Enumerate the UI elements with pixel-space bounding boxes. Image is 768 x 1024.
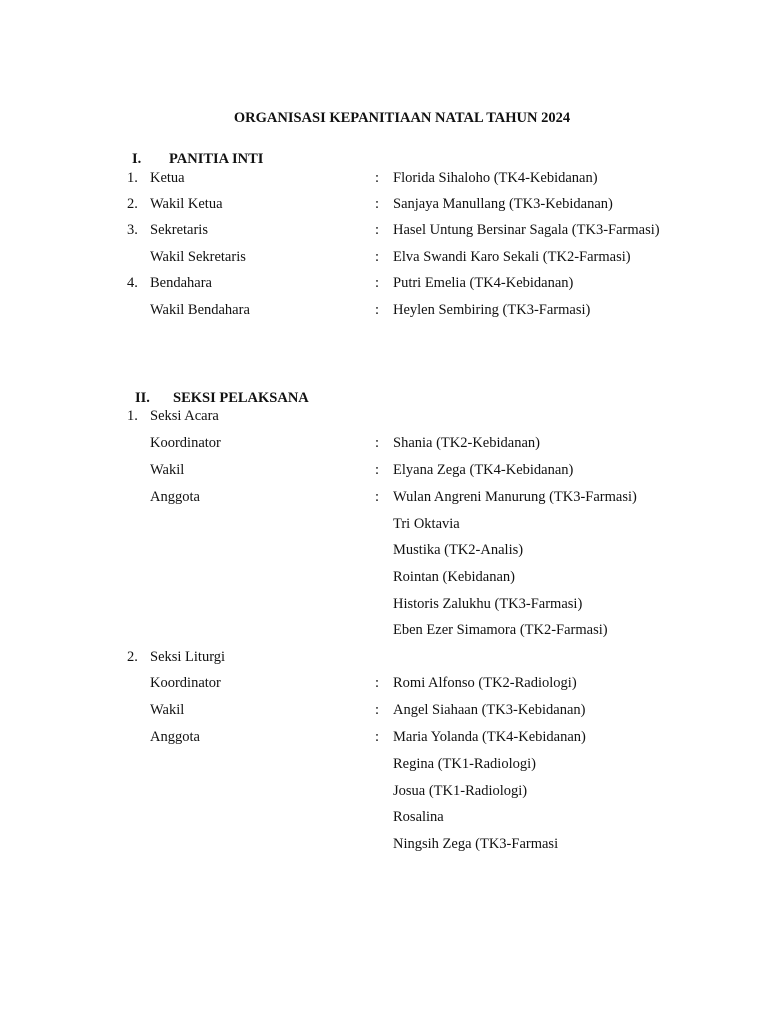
item-value: Josua (TK1-Radiologi) [393,783,528,799]
list-item [0,729,768,749]
item-colon: : [375,170,380,186]
list-item [0,489,768,509]
item-value: Shania (TK2-Kebidanan) [393,435,540,451]
item-label: Wakil Ketua [150,196,223,212]
item-value: Eben Ezer Simamora (TK2-Farmasi) [393,622,608,638]
item-number: 2. [127,649,138,665]
item-value: Tri Oktavia [393,516,460,532]
item-label: Koordinator [150,675,221,691]
item-colon: : [375,302,380,318]
section-roman-numeral: I. [132,151,142,167]
item-value: Florida Sihaloho (TK4-Kebidanan) [393,170,598,186]
item-value: Angel Siahaan (TK3-Kebidanan) [393,702,586,718]
item-value: Historis Zalukhu (TK3-Farmasi) [393,596,583,612]
list-item [0,622,768,642]
item-label: Ketua [150,170,185,186]
item-value: Maria Yolanda (TK4-Kebidanan) [393,729,586,745]
item-label: Seksi Acara [150,408,219,424]
item-number: 3. [127,222,138,238]
list-item [0,302,768,322]
item-label: Sekretaris [150,222,208,238]
item-value: Heylen Sembiring (TK3-Farmasi) [393,302,591,318]
item-value: Hasel Untung Bersinar Sagala (TK3-Farmasi) [393,222,660,238]
list-item [0,462,768,482]
list-item [0,196,768,216]
list-item [0,702,768,722]
item-colon: : [375,275,380,291]
item-value: Romi Alfonso (TK2-Radiologi) [393,675,577,691]
item-label: Wakil [150,462,185,478]
item-label: Bendahara [150,275,212,291]
item-value: Sanjaya Manullang (TK3-Kebidanan) [393,196,613,212]
item-colon: : [375,462,380,478]
list-item [0,596,768,616]
list-item [0,569,768,589]
list-item [0,222,768,242]
item-label: Wakil Sekretaris [150,249,246,265]
item-colon: : [375,249,380,265]
list-item [0,783,768,803]
list-item [0,516,768,536]
item-number: 1. [127,408,138,424]
item-colon: : [375,675,380,691]
item-colon: : [375,435,380,451]
item-number: 4. [127,275,138,291]
item-value: Rosalina [393,809,444,825]
item-colon: : [375,489,380,505]
item-label: Anggota [150,729,200,745]
list-item [0,435,768,455]
document-title: ORGANISASI KEPANITIAAN NATAL TAHUN 2024 [233,110,571,126]
item-value: Ningsih Zega (TK3-Farmasi [393,836,559,852]
item-label: Koordinator [150,435,221,451]
item-label: Wakil [150,702,185,718]
list-item [0,170,768,190]
section-roman-numeral: II. [135,390,150,406]
item-value: Rointan (Kebidanan) [393,569,516,585]
item-colon: : [375,702,380,718]
item-value: Elyana Zega (TK4-Kebidanan) [393,462,574,478]
section-title: PANITIA INTI [169,151,264,167]
item-label: Seksi Liturgi [150,649,226,665]
item-number: 2. [127,196,138,212]
item-value: Elva Swandi Karo Sekali (TK2-Farmasi) [393,249,631,265]
item-value: Regina (TK1-Radiologi) [393,756,536,772]
item-label: Wakil Bendahara [150,302,250,318]
list-item [0,542,768,562]
list-item [0,809,768,829]
item-number: 1. [127,170,138,186]
list-item [0,649,768,669]
item-colon: : [375,196,380,212]
item-colon: : [375,222,380,238]
list-item [0,836,768,856]
item-value: Putri Emelia (TK4-Kebidanan) [393,275,574,291]
item-value: Wulan Angreni Manurung (TK3-Farmasi) [393,489,637,505]
list-item [0,275,768,295]
list-item [0,756,768,776]
list-item [0,249,768,269]
item-label: Anggota [150,489,200,505]
item-colon: : [375,729,380,745]
item-value: Mustika (TK2-Analis) [393,542,524,558]
list-item [0,675,768,695]
list-item [0,408,768,428]
section-title: SEKSI PELAKSANA [173,390,309,406]
